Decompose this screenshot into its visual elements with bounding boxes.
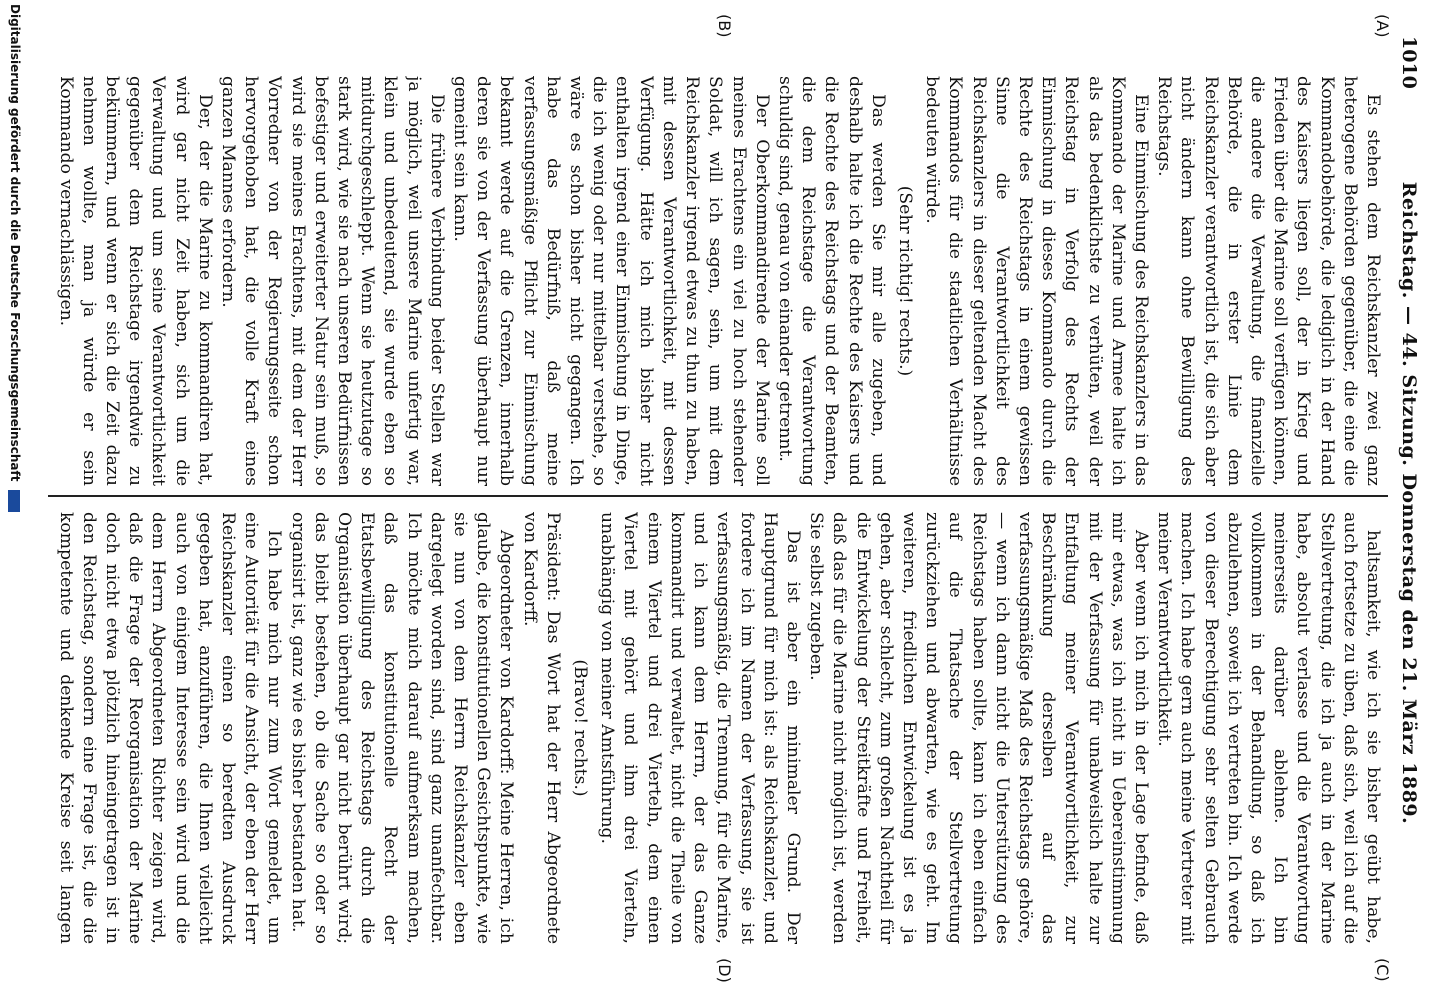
paragraph: Der, der die Marine zu kommandiren hat, wird gar nicht Zeit haben, sich um die Verwaltung und um seine Verantwortlichkeit gegenüber dem Reichstage irgendwie zu bekümmern, und wenn er sich die Zeit dazu nehmen wollte, man ja würde er sein Kommando vernachlässigen. [55, 76, 215, 486]
page-title: Reichstag. — 44. Sitzung. Donnerstag den 21. März 1889. [1398, 181, 1420, 825]
paragraph: haltsamkeit, wie ich sie bisher geübt habe, auch fortsetze zu üben, daß sich, weil ich auf die Stellvertretung, die ich ja auch in der Marine habe, absolut verlasse und die Verantwortung meinerseits darüber ablehne. Ich bin vollkommen in der Behandlung, so daß ich abzulehnen, soweit ich vertreten bin. Ich werde von dieser Berechtigung sehr selten Gebrauch machen. Ich habe gern auch meine Vertreter mit meiner Verantwortlichkeit. [1154, 512, 1383, 944]
paragraph: Die frühere Verbindung beider Stellen war ja möglich, weil unsere Marine unfertig war, klein und unbedeutend, sie wurde eben so mitdurchgeschleppt. Wenn sie heutzutage so stark wird, wie sie nach unseren Bedürfnissen befestiger und erweiterter Natur sein muß, so wird sie meines Erachtens, mit dem der Herr Vorredner von der Regierungsseite schon hervorgehoben hat, die volle Kraft eines ganzen Mannes erfordern. [218, 76, 447, 486]
paragraph: Das werden Sie mir alle zugeben, und deshalb halte ich die Rechte des Kaisers und die Rechte des Reichstags und der Beamten, die dem Reichstage die Verantwortung schuldig sind, genau von einander getrennt. [774, 76, 888, 486]
paragraph: Eine Einmischung des Reichskanzlers in das Kommando der Marine und Armee halte ich als das bedenklichste zu verhüten, weil der Reichstag in Verfolg des Rechts der Einmischung in dieses Kommando durch die Rechte des Reichstags in einem gewissen Sinne die Verantwortlichkeit des Reichskanzlers in dieser geltenden Macht des Kommandos für die staatlichen Verhältnisse bedeuten würde. [922, 76, 1151, 486]
paragraph: Es stehen dem Reichskanzler zwei ganz heterogene Behörden gegenüber, die eine die Kommandobehörde, die lediglich in der Hand des Kaisers liegen soll, der in Krieg und Frieden über die Marine soll verfügen können, die andere die Verwaltung, die finanzielle Behörde, die in erster Linie dem Reichskanzler verantwortlich ist, die sich aber nicht ändern kann ohne Bewilligung des Reichstags. [1154, 76, 1383, 486]
footer-text: Digitalisierung gefördert durch die Deutsche Forschungsgemeinschaft [8, 4, 22, 482]
margin-mark-c: (C) [1373, 958, 1392, 982]
margin-mark-d: (D) [715, 958, 734, 983]
paragraph: Präsident: Das Wort hat der Herr Abgeordnete von Kardorff. [519, 512, 563, 944]
page-number: 1010 [1398, 36, 1420, 89]
paragraph: Ich habe mich nur zum Wort gemeldet, um eine Autorität für die Ansicht, der eben der Herr Reichskanzler einen so beredten Ausdruck gegeben hat, anzuführen, die Ihnen vielleicht auch von einigem Interesse sein wird und die dem Herrn Abgeordneten Richter zeigen wird, daß die Frage der Reorganisation der Marine doch nicht etwa plötzlich hineingetragen ist in den Reichstag, sondern eine Frage ist, die die kompetente und denkende Kreise seit langen [55, 512, 285, 944]
paragraph: Abgeordneter von Kardorff: Meine Herren, ich glaube, die konstitutionellen Gesichtspunkte, wie sie nun von dem Herrn Reichskanzler eben dargelegt worden sind, sind ganz unanfechtbar. Ich möchte mich darauf aufmerksam machen, daß das konstitutionelle Recht der Etatsbewilligung des Reichstags durch die Organisation überhaupt gar nicht berührt wird; das bleibt bestehen, ob die Sache so oder so organisirt ist, ganz wie es bisher bestanden hat. [287, 512, 517, 944]
column-divider [48, 495, 1388, 497]
paragraph: Aber wenn ich mich in der Lage befinde, daß mir etwas, was ich nicht in Uebereinstimmung mit der Verfassung für unabweislich halte zur Entfaltung meiner Verantwortlichkeit, zur Beschränkung derselben auf das verfassungsmäßige Maß des Reichstags gehöre, — wenn ich dann nicht die Unterstützung des Reichstags haben sollte, kann ich eben einfach auf die Thatsache der Stellvertretung zurückziehen und abwarten, wie es geht. Im weiteren, friedlichen Entwickelung ist es ja gehen, aber schlecht, zum großen Nachtheil für die Entwickelung der Streitkräfte und Freiheit, daß das für die Marine nicht möglich ist, werden Sie selbst zugeben. [806, 512, 1151, 944]
margin-mark-a: (A) [1373, 14, 1392, 38]
paragraph: Der Oberkommandirende der Marine soll meines Erachtens ein viel zu hoch stehender Soldat, will ich sagen, sein, um mit dem Reichskanzler irgend etwas zu thun zu haben, mit dessen Verantwortlichkeit, mit dessen Verfügung. Hätte ich mich bisher nicht enthalten irgend einer Einmischung in Dinge, die ich wenig oder nur mittelbar verstehe, so wäre es schon bisher nicht gegangen. Ich habe das Bedürfniß, daß meine verfassungsmäßige Pflicht zur Einmischung bekannt werde auf die Grenzen, innerhalb deren sie von der Verfassung überhaupt nur gemeint sein kann. [450, 76, 772, 486]
paragraph: Das ist aber ein minimaler Grund. Der Hauptgrund für mich ist: als Reichskanzler, und fordere ich im Namen der Verfassung, sie ist verfassungsmäßig, die Trennung, für die Marine, und ich kann dem Herrn, der das Ganze kommandirt und verwaltet, nicht die Theile von einem Viertel und drei Vierteln, dem einen Viertel mit gehört und ihm drei Vierteln, unabhängig von meiner Amtsführung. [597, 512, 803, 944]
paragraph: (Sehr richtig! rechts.) [894, 185, 915, 377]
page-header [1384, 36, 1424, 970]
left-text-column [54, 76, 1384, 486]
margin-mark-b: (B) [715, 14, 734, 38]
dfg-logo [9, 490, 21, 512]
page-footer [8, 4, 22, 512]
paragraph: (Bravo! rechts.) [570, 659, 591, 797]
right-text-column [54, 512, 1384, 944]
